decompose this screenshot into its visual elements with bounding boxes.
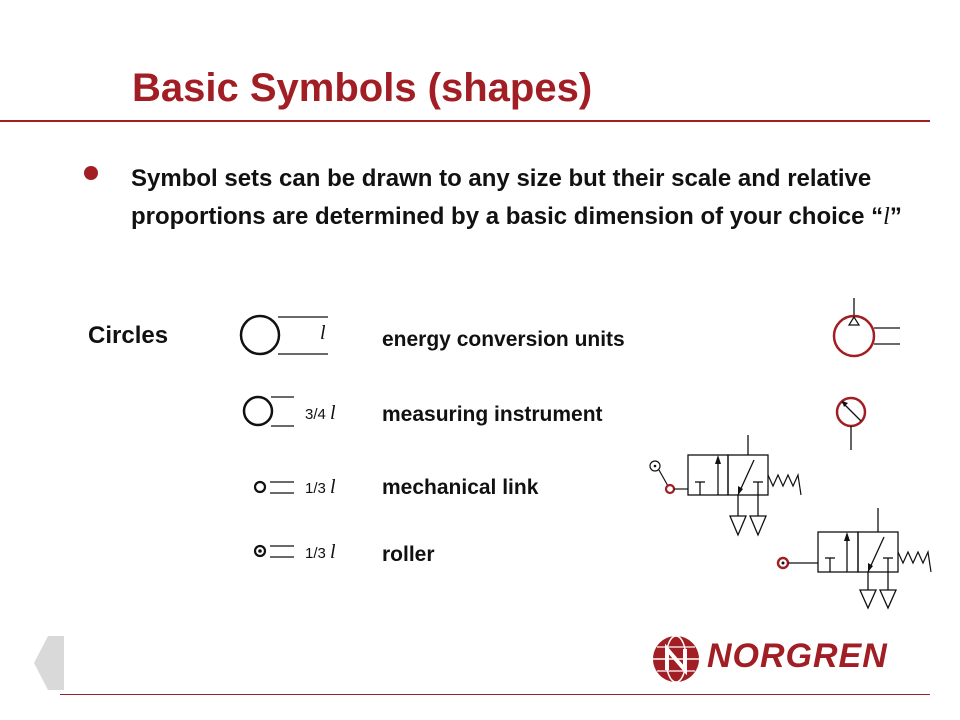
circles-heading: Circles: [88, 322, 169, 349]
norgren-globe-icon: [650, 633, 702, 685]
bullet-symbol-l: l: [883, 204, 890, 230]
quote-open: “: [871, 203, 884, 230]
example-symbols-diagram: [630, 290, 940, 620]
title-divider: [0, 120, 930, 122]
row3-dimension: 1/3 l: [305, 476, 336, 498]
bullet-dot: [84, 166, 98, 180]
valve-roller-icon: [778, 508, 931, 608]
row1-dimension: l: [320, 322, 326, 344]
quote-close: ”: [889, 203, 902, 230]
link-circle-symbol: [255, 482, 265, 492]
bullet-body: Symbol sets can be drawn to any size but their scale and relative proportions are determined by a basic dimension of your choice: [131, 165, 872, 230]
pump-symbol-icon: [834, 298, 900, 356]
gauge-symbol-icon: [837, 398, 865, 450]
norgren-logo-text: NORGREN: [707, 637, 888, 675]
footer-divider: [60, 694, 930, 695]
valve-mechanical-link-icon: [650, 435, 801, 535]
label-roller: roller: [382, 543, 435, 566]
measuring-circle-symbol: [244, 397, 272, 425]
label-measuring-instrument: measuring instrument: [382, 403, 603, 426]
energy-circle-symbol: [241, 316, 279, 354]
page-title: Basic Symbols (shapes): [132, 66, 593, 110]
row2-dimension: 3/4 l: [305, 402, 336, 424]
back-arrow-icon[interactable]: [34, 634, 66, 692]
row4-dimension: 1/3 l: [305, 541, 336, 563]
bullet-text: [131, 160, 911, 236]
label-mechanical-link: mechanical link: [382, 476, 539, 499]
label-energy-conversion: energy conversion units: [382, 328, 625, 351]
